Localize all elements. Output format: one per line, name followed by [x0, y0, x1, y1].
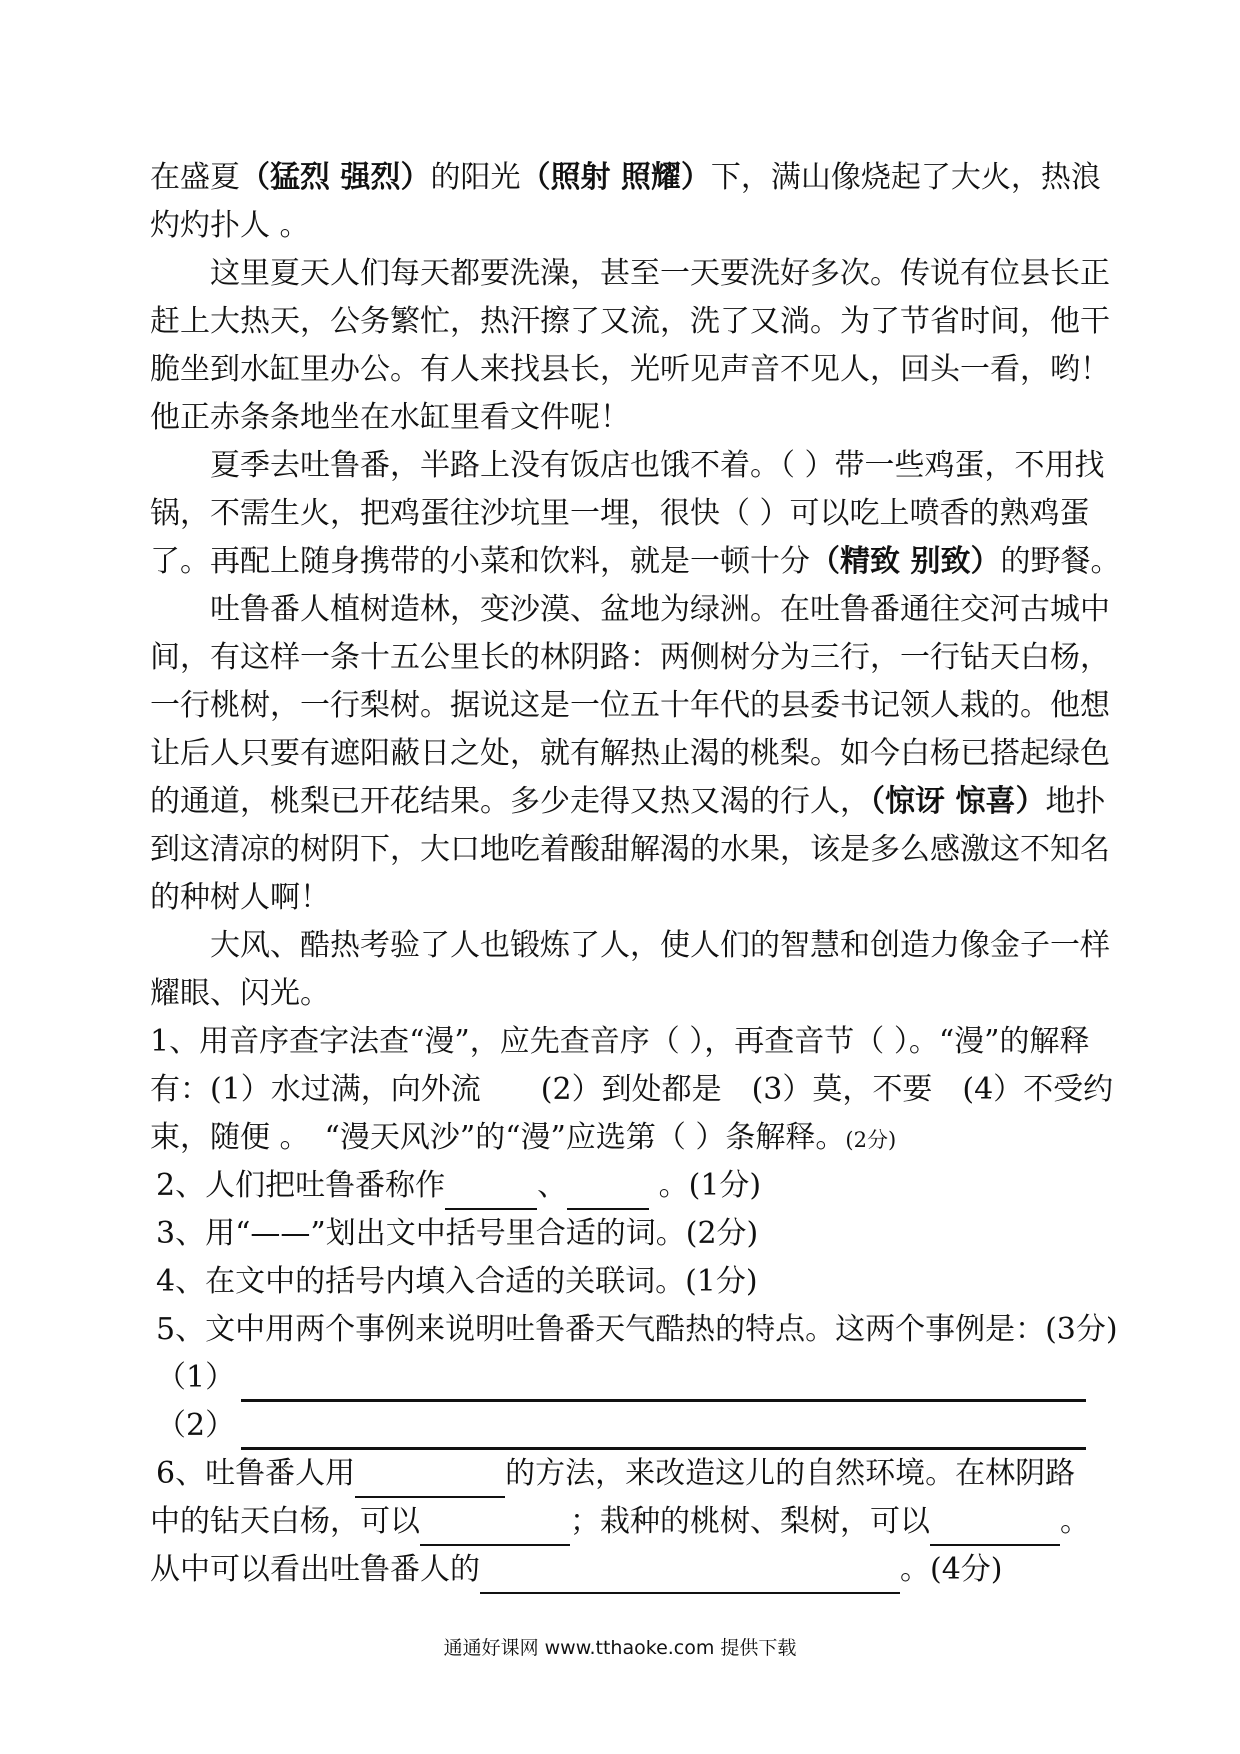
- question-3: [150, 1210, 1100, 1258]
- question-text: 4、在文中的括号内填入合适的关联词。(1分): [156, 1264, 758, 1299]
- passage-text: 的阳光: [430, 160, 521, 195]
- question-text: 。(4分): [900, 1552, 1003, 1587]
- passage-line: [150, 298, 1110, 346]
- passage-line: [150, 730, 1110, 778]
- answer-blank[interactable]: [241, 1365, 1086, 1402]
- question-text: 、: [537, 1168, 568, 1203]
- passage-line: [150, 970, 1100, 1018]
- answer-blank[interactable]: [567, 1178, 649, 1210]
- passage-line: [150, 394, 1100, 442]
- passage-text: 脆坐到水缸里办公。有人来找县长，光听见声音不见人，回头一看，哟！: [150, 352, 1110, 387]
- passage-line: [150, 634, 1110, 682]
- score-label: (2分): [845, 1128, 897, 1152]
- passage-text: 这里夏天人们每天都要洗澡，甚至一天要洗好多次。传说有位县长正: [210, 256, 1110, 291]
- passage-text: 下，满山像烧起了大火，热浪: [710, 160, 1101, 195]
- question-text: 2、人们把吐鲁番称作: [156, 1168, 446, 1203]
- passage-text: 间，有这样一条十五公里长的林阴路：两侧树分为三行，一行钻天白杨，: [150, 640, 1110, 675]
- question-1: [150, 1066, 1114, 1114]
- answer-blank[interactable]: [420, 1514, 570, 1546]
- passage-text: 赶上大热天，公务繁忙，热汗擦了又流，洗了又淌。为了节省时间，他干: [150, 304, 1110, 339]
- passage-text: 锅，不需生火，把鸡蛋往沙坑里一埋，很快（ ）可以吃上喷香的熟鸡蛋: [150, 496, 1090, 531]
- word-choice: （照射 照耀）: [520, 160, 711, 195]
- passage-line: [150, 154, 1100, 202]
- passage-text: 了。再配上随身携带的小菜和饮料，就是一顿十分: [150, 544, 810, 579]
- passage-text: 耀眼、闪光。: [150, 976, 330, 1011]
- passage-line: [150, 538, 1121, 586]
- question-text: 的方法，来改造这儿的自然环境。在林阴路: [505, 1456, 1076, 1491]
- passage-text: 到这清凉的树阴下，大口地吃着酸甜解渴的水果，该是多么感激这不知名: [150, 832, 1110, 867]
- passage-text: 的野餐。: [1000, 544, 1121, 579]
- passage-line: [150, 874, 1100, 922]
- question-text: 从中可以看出吐鲁番人的: [150, 1552, 480, 1587]
- passage-line: [150, 250, 1110, 298]
- passage-text: 灼灼扑人 。: [150, 208, 310, 243]
- passage-text: 在盛夏: [150, 160, 240, 195]
- question-text: 。(1分): [658, 1168, 762, 1203]
- passage-line: [150, 778, 1106, 826]
- question-text: 。: [1060, 1504, 1090, 1539]
- passage-text: 一行桃树，一行梨树。据说这是一位五十年代的县委书记领人栽的。他想: [150, 688, 1110, 723]
- passage-line: [150, 682, 1110, 730]
- answer-blank[interactable]: [480, 1562, 900, 1594]
- passage-text: 夏季去吐鲁番，半路上没有饭店也饿不着。（ ）带一些鸡蛋，不用找: [210, 448, 1105, 483]
- passage-line: [150, 826, 1110, 874]
- question-text: 5、文中用两个事例来说明吐鲁番天气酷热的特点。这两个事例是：(3分): [156, 1312, 1118, 1347]
- answer-line-2: [150, 1402, 1086, 1450]
- passage-line: [150, 586, 1110, 634]
- question-1: [150, 1018, 1100, 1066]
- word-choice: （猛烈 强烈）: [240, 160, 431, 195]
- question-1: [150, 1114, 1100, 1162]
- passage-text: 的通道，桃梨已开花结果。多少走得又热又渴的行人，: [150, 784, 870, 819]
- question-text: 有：(1）水过满，向外流 (2）到处都是 (3）莫，不要 (4）不受约: [150, 1072, 1114, 1107]
- passage-line: [150, 442, 1105, 490]
- passage-text: 地扑: [1045, 784, 1106, 819]
- question-6: [150, 1546, 1100, 1594]
- passage-line: [150, 346, 1110, 394]
- passage-text: 让后人只要有遮阳蔽日之处，就有解热止渴的桃梨。如今白杨已搭起绿色: [150, 736, 1110, 771]
- answer-blank[interactable]: [445, 1178, 537, 1210]
- passage-text: 吐鲁番人植树造林，变沙漠、盆地为绿洲。在吐鲁番通往交河古城中: [210, 592, 1110, 627]
- question-text: 6、吐鲁番人用: [156, 1456, 356, 1491]
- question-text: （1）: [156, 1360, 236, 1395]
- question-text: 1、用音序查字法查“漫”，应先查音序（ ），再查音节（ ）。“漫”的解释: [150, 1024, 1090, 1059]
- word-choice: （惊讶 惊喜）: [870, 784, 1046, 819]
- answer-line-1: [150, 1354, 1086, 1402]
- question-2: [150, 1162, 1100, 1210]
- passage-line: [150, 202, 1100, 250]
- question-6: [150, 1498, 1100, 1546]
- question-text: 束，随便 。 “漫天风沙”的“漫”应选第（ ）条解释。: [150, 1120, 846, 1155]
- answer-blank[interactable]: [930, 1514, 1060, 1546]
- answer-blank[interactable]: [355, 1466, 505, 1498]
- exam-page: [150, 154, 1121, 1594]
- question-4: [150, 1258, 1100, 1306]
- question-text: （2）: [156, 1408, 236, 1443]
- question-text: 3、用“——”划出文中括号里合适的词。(2分): [156, 1216, 759, 1251]
- question-5: [150, 1306, 1118, 1354]
- question-6: [150, 1450, 1100, 1498]
- passage-text: 他正赤条条地坐在水缸里看文件呢！: [150, 400, 630, 435]
- passage-line: [150, 490, 1100, 538]
- question-text: 中的钻天白杨，可以: [150, 1504, 420, 1539]
- passage-text: 的种树人啊！: [150, 880, 330, 915]
- answer-blank[interactable]: [241, 1413, 1086, 1450]
- passage-text: 大风、酷热考验了人也锻炼了人，使人们的智慧和创造力像金子一样: [210, 928, 1110, 963]
- word-choice: （精致 别致）: [810, 544, 1001, 579]
- page-footer: 通通好课网 www.tthaoke.com 提供下载: [443, 1637, 797, 1659]
- passage-line: [150, 922, 1110, 970]
- question-text: ；栽种的桃树、梨树，可以: [570, 1504, 930, 1539]
